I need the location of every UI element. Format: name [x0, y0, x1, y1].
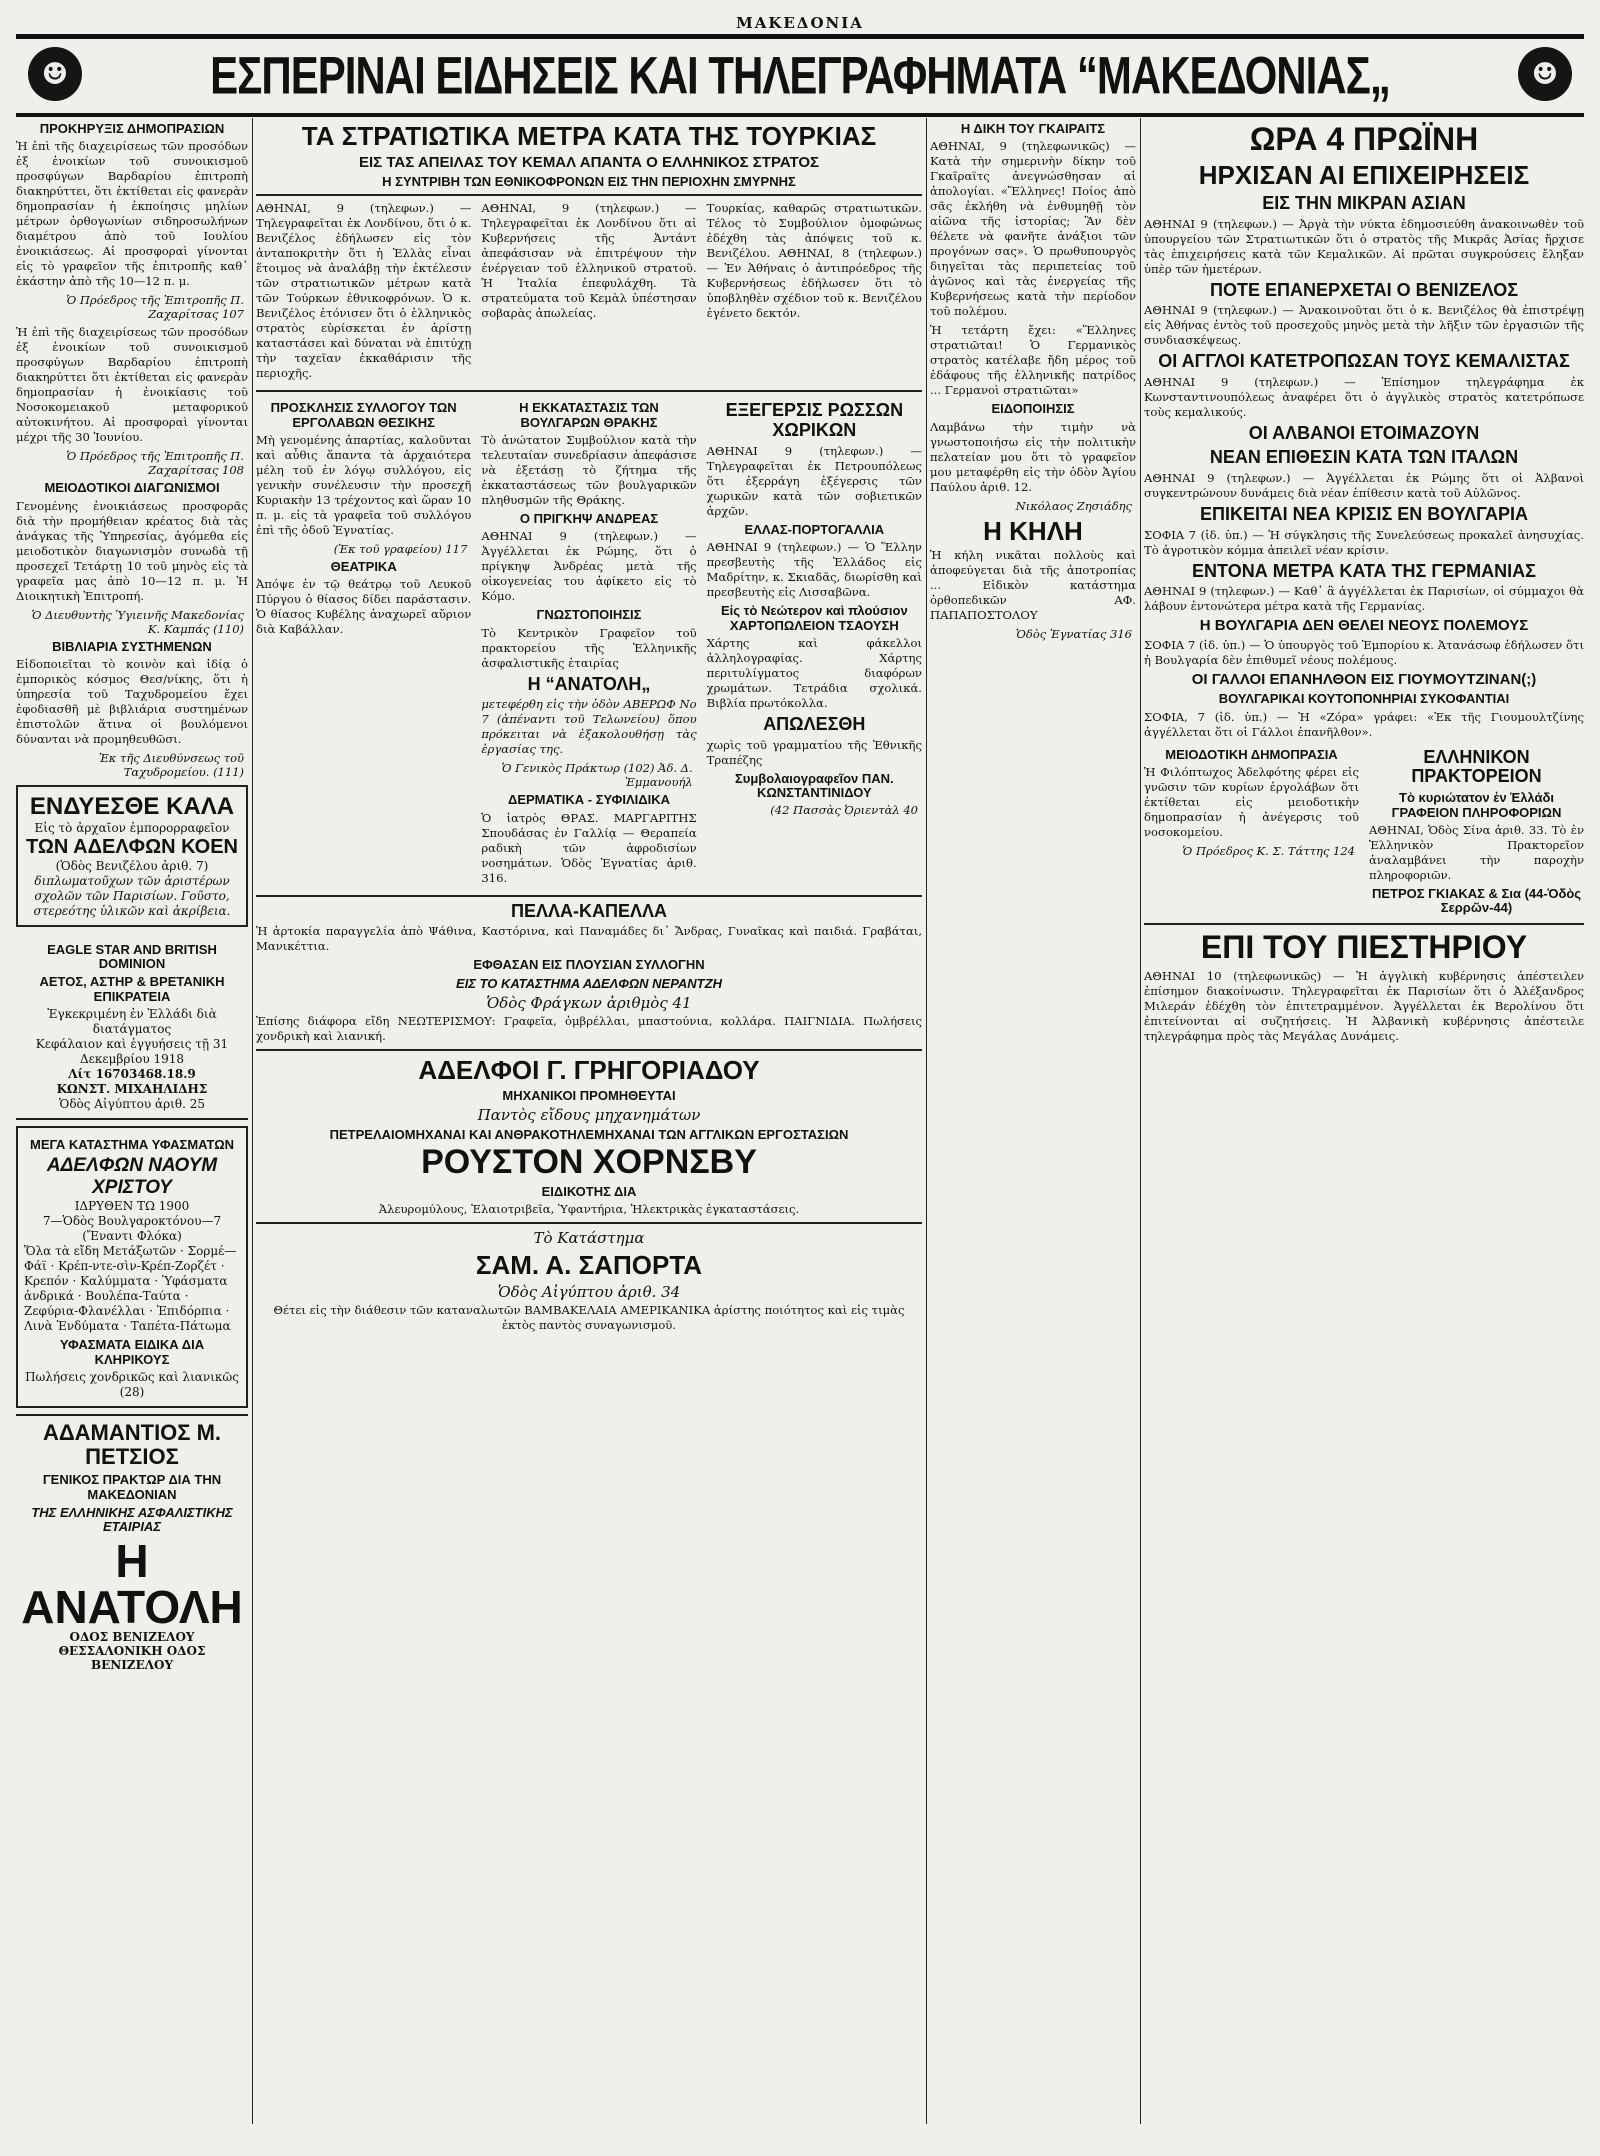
- mid-section: [256, 397, 922, 889]
- ad-petsios-company: ΤΗΣ ΕΛΛΗΝΙΚΗΣ ΑΣΦΑΛΙΣΤΙΚΗΣ ΕΤΑΙΡΙΑΣ: [31, 1504, 233, 1535]
- tender-signature: Ὁ Διευθυντὴς Ὑγιεινῆς Μακεδονίας Κ. Καμπάς (110): [31, 607, 244, 636]
- portrait-emblem-icon: ☻: [28, 47, 82, 101]
- auction-signature: Ὁ Πρόεδρος τῆς Ἐπιτροπῆς Π. Ζαχαρίτσας 107: [66, 293, 244, 322]
- agency-address: ΠΕΤΡΟΣ ΓΚΙΑΚΑΣ & Σια (44-Ὁδὸς Σερρῶν-44): [1371, 885, 1582, 916]
- tender-headline: ΜΕΙΟΔΟΤΙΚΟΙ ΔΙΑΓΩΝΙΣΜΟΙ: [44, 480, 220, 496]
- grigoriadou-sub: ΜΗΧΑΝΙΚΟΙ ΠΡΟΜΗΘΕΥΤΑΙ: [502, 1087, 676, 1103]
- anatoli-signature: Ὁ Γενικὸς Πράκτωρ (102) Ἀδ. Δ. Ἐμμανουήλ: [501, 761, 693, 790]
- operations-headline: ΗΡΧΙΣΑΝ ΑΙ ΕΠΙΧΕΙΡΗΣΕΙΣ: [1198, 160, 1530, 191]
- ad-cohen-name: ΤΩΝ ΑΔΕΛΦΩΝ ΚΟΕΝ: [26, 835, 238, 858]
- derm-headline: ΔΕΡΜΑΤΙΚΑ - ΣΥΦΙΛΙΔΙΚΑ: [508, 792, 670, 808]
- main-subhead: ΕΙΣ ΤΑΣ ΑΠΕΙΛΑΣ ΤΟΥ ΚΕΜΑΛ ΑΠΑΝΤΑ Ο ΕΛΛΗΝΙΚΟΣ ΣΤΡΑΤΟΣ: [358, 153, 820, 171]
- auction-text: Ἡ ἐπὶ τῆς διαχειρίσεως τῶν προσόδων ἐξ ἐνοικίων τοῦ συνοικισμοῦ προσφύγων Βαρδαρίου ἐπιτροπὴ διακηρύττει, ὅτι ἐκτίθεται εἰς φανερὰν δημοπρασίαν ἡ ἐκποίησις μηλίων μέτρων ὀρθογωνίων σιδηροσωλήνων διαμέτρου ἀπὸ τοῦ Ιουλίου ἐνοικιάσεως. Αἱ προσφοραὶ γίνονται εἰς τὸ γραφεῖον τῆς ἐπιτροπῆς καθ᾽ ἑκάστην ἀπὸ τῆς 10—12 π. μ.: [16, 139, 248, 289]
- ad-cohen-note: διπλωματοῦχων τῶν ἀριστέρων σχολῶν τῶν Παρισίων. Γοῦστο, στερεότης ὑλικῶν καὶ ἀκρίβεια.: [33, 873, 231, 918]
- operations-subhead: ΕΙΣ ΤΗΝ ΜΙΚΡΑΝ ΑΣΙΑΝ: [1262, 192, 1466, 213]
- tender-headline: ΜΕΙΟΔΟΤΙΚΗ ΔΗΜΟΠΡΑΣΙΑ: [1165, 746, 1338, 762]
- bulgaria-text: ΣΟΦΙΑ 7 (ἰδ. ὑπ.) — Ἡ σύγκλησις τῆς Συνελεύσεως προκαλεῖ ἀνησυχίας. Τὸ ἀγροτικὸν κόμμα ἀπειλεῖ νέαν κρίσιν.: [1144, 527, 1584, 557]
- ad-eagle-english: EAGLE STAR AND BRITISH DOMINION: [47, 941, 217, 972]
- grigoriadou-line: Παντὸς εἴδους μηχανημάτων: [477, 1105, 701, 1124]
- column-3: [930, 118, 1136, 2124]
- nerantzi-address: Ὁδὸς Φράγκων ἀριθμὸς 41: [486, 994, 692, 1013]
- grigoriadou-headline: ΑΔΕΛΦΟΙ Γ. ΓΡΗΓΟΡΙΑΔΟΥ: [418, 1055, 760, 1086]
- theatre-headline: ΘΕΑΤΡΙΚΑ: [330, 558, 397, 574]
- war-text: ΣΟΦΙΑ 7 (ἰδ. ὑπ.) — Ὁ ὑπουργὸς τοῦ Ἐμπορίου κ. Ἀτανάσωφ ἐδήλωσεν ὅτι ἡ Βουλγαρία δὲν ἐπιθυμεῖ νέους πολέμους.: [1144, 637, 1584, 667]
- paper-shop-text: Χάρτης καὶ φάκελλοι ἀλληλογραφίας. Χάρτης περιτυλίγματος διαφόρων χρωμάτων. Τετράδια σχολικά. Βιβλία πρωτόκολλα.: [706, 635, 922, 710]
- ad-anatoli-address: ΟΔΟΣ ΒΕΝΙΖΕΛΟΥ ΘΕΣΣΑΛΟΝΙΚΗ ΟΔΟΣ ΒΕΝΙΖΕΛΟΥ: [58, 1629, 206, 1672]
- ad-christou-name: ΑΔΕΛΦΩΝ ΝΑΟΥΜ ΧΡΙΣΤΟΥ: [46, 1155, 218, 1199]
- derm-text: Ὁ ἰατρὸς ΘΡΑΣ. ΜΑΡΓΑΡΙΤΗΣ Σπουδάσας ἐν Γαλλίᾳ — Θεραπεία ραδικὴ τῶν ἀφροδισίων νοσημάτων. Ὁδὸς Ἐγνατίας ἀριθ. 316.: [481, 810, 697, 885]
- notice-signature: Νικόλαος Ζησιάδης: [1015, 498, 1132, 513]
- press-headline: ΕΠΙ ΤΟΥ ΠΙΕΣΤΗΡΙΟΥ: [1200, 929, 1528, 966]
- booklets-signature: Ἐκ τῆς Διευθύνσεως τοῦ Ταχυδρομείου. (111): [98, 750, 244, 779]
- main-story-text: ΑΘΗΝΑΙ, 9 (τηλεφων.) — Τηλεγραφεῖται ἐκ Λονδίνου ὅτι αἱ Κυβερνήσεις τῆς Ἀντάντ ἀπεφάσισαν νὰ ἐπιτρέψουν τὴν ἐνέργειαν τοῦ ἑλληνικοῦ στρατοῦ. Ἡ Ἰταλία ἐπεφυλάχθη. Τὰ στρατεύματα τοῦ Κεμὰλ ὑπέστησαν σοβαρὰς ἀπωλείας.: [481, 201, 697, 321]
- syllogos-signature: (Ἐκ τοῦ γραφείου) 117: [333, 541, 468, 556]
- ad-petsios-name: ΑΔΑΜΑΝΤΙΟΣ Μ. ΠΕΤΣΙΟΣ: [42, 1419, 222, 1470]
- notary-address: (42 Πασσὰς Ὀριεντὰλ 40: [770, 803, 918, 818]
- ad-christou: [16, 1126, 248, 1408]
- syllogos-text: Μὴ γενομένης ἀπαρτίας, καλοῦνται καὶ αὖθις ἅπαντα τὰ ἀρχαιότερα μέλη τοῦ ἐν λόγῳ συλλόγου, εἰς γενικὴν συνέλευσιν τὴν προσεχῆ Κυριακὴν 13 τρέχοντος καὶ ὥραν 10 π. μ. εἰς τὰ γραφεῖα τοῦ συλλόγου ἐπὶ τῆς ὁδοῦ Ἐγνατίας.: [256, 432, 472, 537]
- trial-text: Ἡ τετάρτη ἔχει: «Ἕλληνες στρατιῶται! Ὁ Γερμανικὸς στρατὸς κατέλαβε ἤδη μέρος τοῦ ἐδάφους τῆς ἑλληνικῆς πατρίδος ... Γερμανοὶ στρατιῶται»: [930, 323, 1136, 398]
- ruston-sub: ΕΙΔΙΚΟΤΗΣ ΔΙΑ: [541, 1183, 637, 1199]
- albanians-headline: ΟΙ ΑΛΒΑΝΟΙ ΕΤΟΙΜΑΖΟΥΝ: [1248, 423, 1480, 444]
- bulgaria-headline: ΕΠΙΚΕΙΤΑΙ ΝΕΑ ΚΡΙΣΙΣ ΕΝ ΒΟΥΛΓΑΡΙΑ: [1199, 503, 1529, 524]
- pella-headline: ΠΕΛΛΑ-ΚΑΠΕΛΛΑ: [510, 900, 668, 921]
- main-story: [256, 201, 922, 385]
- agency-text: ΑΘΗΝΑΙ, Ὁδὸς Σίνα ἀριθ. 33. Τὸ ἐν Ἑλληνικὸν Πρακτορεῖον ἀναλαμβάνει τὴν παροχὴν πληροφοριῶν.: [1369, 822, 1584, 882]
- germany-headline: ΕΝΤΟΝΑ ΜΕΤΡΑ ΚΑΤΑ ΤΗΣ ΓΕΡΜΑΝΙΑΣ: [1192, 560, 1536, 581]
- ad-christou-sale: Πωλήσεις χονδρικῶς καὶ λιανικῶς (28): [25, 1369, 239, 1399]
- anatoli-text: μετεφέρθη εἰς τὴν ὁδὸν ΑΒΕΡΩΦ Νο 7 (ἀπέναντι τοῦ Τελωνείου) ὅπου πρόκειται νὰ ἐξακολουθήσῃ τὰς ἐργασίας της.: [481, 697, 697, 757]
- revolt-headline: ΕΞΕΓΕΡΣΙΣ ΡΩΣΣΩΝ ΧΩΡΙΚΩΝ: [725, 400, 904, 441]
- war-headline: Η ΒΟΥΛΓΑΡΙΑ ΔΕΝ ΘΕΛΕΙ ΝΕΟΥΣ ΠΟΛΕΜΟΥΣ: [1199, 617, 1529, 635]
- prince-text: ΑΘΗΝΑΙ 9 (τηλεφων.) — Ἀγγέλλεται ἐκ Ρώμης, ὅτι ὁ πρίγκηψ Ἀνδρέας μετὰ τῆς οἰκογενείας του ἀφίκετο εἰς τὸ Κόμο.: [481, 529, 697, 604]
- paper-name: ΜΑΚΕΔΟΝΙΑ: [736, 14, 864, 32]
- trial-headline: Η ΔΙΚΗ ΤΟΥ ΓΚΑΙΡΑΙΤΣ: [960, 121, 1106, 136]
- booklets-headline: ΒΙΒΛΙΑΡΙΑ ΣΥΣΤΗΜΕΝΩΝ: [52, 638, 212, 654]
- trial-text: ΑΘΗΝΑΙ, 9 (τηλεφωνικῶς) — Κατὰ τὴν σημερινὴν δίκην τοῦ Γκαῖραϊτς ἀνεγνώσθησαν αἱ ἀπολογίαι. «Ἕλληνες! Ποίος ἀπὸ σᾶς ἐκλήθη νὰ ἐνθυμηθῇ τὸν αἰῶνα τῆς ἱστορίας; Ἂν δὲν θέλετε νὰ φανῆτε ἀνάξιοι τῶν προγόνων σας». Ὁ πρωθυπουργὸς διηγεῖται τὰς περιπετείας τοῦ ἀγῶνος καὶ τὰς ἐνεργείας τῆς Κυβερνήσεως κατὰ τὴν περίοδον τοῦ πολέμου.: [930, 139, 1136, 319]
- notice-headline: ΓΝΩΣΤΟΠΟΙΗΣΙΣ: [536, 607, 642, 623]
- main-headline: ΤΑ ΣΤΡΑΤΙΩΤΙΚΑ ΜΕΤΡΑ ΚΑΤΑ ΤΗΣ ΤΟΥΡΚΙΑΣ: [301, 121, 877, 151]
- ad-christou-foot: ΥΦΑΣΜΑΤΑ ΕΙΔΙΚΑ ΔΙΑ ΚΛΗΡΙΚΟΥΣ: [59, 1337, 205, 1367]
- ekt-text: Τὸ ἀνώτατον Συμβούλιον κατὰ τὴν τελευταίαν συνεδρίασιν ἀπεφάσισε νὰ ἐξετάσῃ τὸ ζήτημα τῆς ἐκκαταστάσεως τῶν βουλγαρικῶν πληθυσμῶν τῆς Θράκης.: [481, 432, 697, 507]
- column-1: [16, 118, 248, 2124]
- column-2: [256, 118, 922, 2124]
- ad-eagle-amount: Λίτ 16703468.18.9: [68, 1067, 196, 1082]
- saporta-text: Θέτει εἰς τὴν διάθεσιν τῶν καταναλωτῶν ΒΑΜΒΑΚΕΛΑΙΑ ΑΜΕΡΙΚΑΝΙΚΑ ἀρίστης ποιότητος καὶ εἰς τιμὰς ἐκτὸς παντὸς συναγωνισμοῦ.: [273, 1302, 905, 1332]
- lost-text: χωρὶς τοῦ γραμματίου τῆς Ἐθνικῆς Τραπέζης: [706, 737, 922, 767]
- ad-cohen-address: (Ὁδὸς Βενιζέλου ἀριθ. 7): [55, 858, 209, 873]
- main-story-text: ΑΘΗΝΑΙ, 9 (τηλεφων.) — Τηλεγραφεῖται ἐκ Λονδίνου, ὅτι ὁ κ. Βενιζέλος ἐδήλωσεν εἰς τὸν ἀνταποκριτὴν ὅτι ἡ Ἑλλὰς εἶναι ἕτοιμος νὰ ἀναλάβῃ τὴν ἐκτέλεσιν τῶν στρατιωτικῶν μέτρων κατὰ τῶν Τούρκων ἐθνικοφρόνων. Ὁ κ. Βενιζέλος ἐτόνισεν ὅτι ὁ ἑλληνικὸς στρατὸς εὑρίσκεται ἐν ἀρίστῃ καταστάσει καὶ δύναται νὰ ἐπιτύχῃ τὴν ταχεῖαν ἐκκαθάρισιν τῆς περιοχῆς.: [256, 201, 472, 381]
- ad-cohen-title: ΕΝΔΥΕΣΘΕ ΚΑΛΑ: [29, 792, 235, 820]
- ad-anatoli: Η ΑΝΑΤΟΛΗ: [21, 1534, 243, 1633]
- prince-headline: Ο ΠΡΙΓΚΗΨ ΑΝΔΡΕΑΣ: [519, 510, 659, 526]
- agency-subhead: Τὸ κυριώτατον ἐν Ἑλλάδι ΓΡΑΦΕΙΟΝ ΠΛΗΡΟΦΟΡΙΩΝ: [1391, 790, 1562, 820]
- auction-text: Ἡ ἐπὶ τῆς διαχειρίσεως τῶν προσόδων ἐξ ἐνοικίων τοῦ συνοικισμοῦ προσφύγων Βαρδαρίου ἐπιτροπὴ διακηρύττει ὅτι ἐκτίθεται εἰς φανερὰν δημοπρασίαν ἡ ἐνοικίασις τοῦ Νοσοκομειακοῦ μεταφορικοῦ αὐτοκινήτου. Αἱ προσφοραὶ γίνονται μέχρι τῆς 30 Ἰουνίου.: [16, 325, 248, 445]
- saporta-address: Ὁδὸς Αἰγύπτου ἀριθ. 34: [497, 1282, 681, 1301]
- gauls-headline: ΟΙ ΓΑΛΛΟΙ ΕΠΑΝΗΛΘΟΝ ΕΙΣ ΓΙΟΥΜΟΥΤΖΙΝΑΝ(;): [1191, 670, 1537, 688]
- ruston-logo: ΡΟΥΣΤΟΝ ΧΟΡΝΣΒΥ: [421, 1143, 757, 1182]
- ad-christou-head: ΜΕΓΑ ΚΑΤΑΣΤΗΜΑ ΥΦΑΣΜΑΤΩΝ: [29, 1137, 235, 1153]
- masthead: [16, 34, 1584, 117]
- saporta-intro: Τὸ Κατάστημα: [533, 1229, 645, 1248]
- main-story-text: Τουρκίας, καθαρῶς στρατιωτικῶν. Τέλος τὸ Συμβούλιον ὁμοφώνως ἐδέχθη τὰς ἀπόψεις τοῦ κ. Βενιζέλου. ΑΘΗΝΑΙ, 8 (τηλεφων.) — Ἐν Ἀθήναις ὁ ἀντιπρόεδρος τῆς Κυβερνήσεως ἐδήλωσεν ὅτι τὸ ὑποβληθὲν σχέδιον τοῦ κ. Βενιζέλου ἐγένετο δεκτόν.: [706, 201, 922, 321]
- nerantzi-headline: ΕΦΘΑΣΑΝ ΕΙΣ ΠΛΟΥΣΙΑΝ ΣΥΛΛΟΓΗΝ: [473, 957, 705, 973]
- hour-headline: ΩΡΑ 4 ΠΡΩΪΝΗ: [1249, 121, 1479, 157]
- main-subhead: Η ΣΥΝΤΡΙΒΗ ΤΩΝ ΕΘΝΙΚΟΦΡΟΝΩΝ ΕΙΣ ΤΗΝ ΠΕΡΙΟΧΗΝ ΣΜΥΡΝΗΣ: [382, 174, 796, 190]
- english-headline: ΟΙ ΑΓΓΛΟΙ ΚΑΤΕΤΡΟΠΩΣΑΝ ΤΟΥΣ ΚΕΜΑΛΙΣΤΑΣ: [1158, 351, 1570, 372]
- masthead-title: ΕΣΠΕΡΙΝΑΙ ΕΙΔΗΣΕΙΣ ΚΑΙ ΤΗΛΕΓΡΑΦΗΜΑΤΑ “ΜΑΚΕΔΟΝΙΑΣ„: [210, 46, 1390, 105]
- hp-text: ΑΘΗΝΑΙ 9 (τηλεφων.) — Ὁ Ἕλλην πρεσβευτὴς τῆς Ἑλλάδος εἰς Μαδρίτην, κ. Σκιαδᾶς, διωρίσθη καὶ πρεσβευτὴς εἰς Λισσαβῶνα.: [706, 540, 922, 600]
- kili-address: Ὁδὸς Ἐγνατίας 316: [1016, 627, 1132, 642]
- kili-headline: Η ΚΗΛΗ: [983, 515, 1083, 546]
- press-text: ΑΘΗΝΑΙ 10 (τηλεφωνικῶς) — Ἡ ἀγγλικὴ κυβέρνησις ἀπέστειλεν ἐπίσημον διακοίνωσιν. Τηλεγραφεῖται ἐκ Παρισίων ὅτι ὁ Ἀλέξανδρος Μιλεράν ἐδέχθη τὸν ἐπιτετραμμένον. Ἀγγέλλεται ἐκ Βερολίνου ὅτι ἐπιτείνονται αἱ συζητήσεις. Ἡ Ἀλβανικὴ κυβέρνησις ἀπέστειλε τηλεγράφημα πρὸς τὰς Μεγάλας Δυνάμεις.: [1144, 968, 1584, 1043]
- ad-eagle-agent: ΚΩΝΣΤ. ΜΙΧΑΗΛΙΔΗΣ: [56, 1082, 208, 1097]
- english-text: ΑΘΗΝΑΙ 9 (τηλεφων.) — Ἐπίσημον τηλεγράφημα ἐκ Κωνσταντινουπόλεως ἀναφέρει ὅτι ὁ ἀγγλικὸς στρατὸς κατετρόπωσε τοὺς κεμαλικούς.: [1144, 375, 1584, 420]
- agency-headline: ΕΛΛΗΝΙΚΟΝ ΠΡΑΚΤΟΡΕΙΟΝ: [1411, 746, 1542, 787]
- auction-signature: Ὁ Πρόεδρος τῆς Ἐπιτροπῆς Π. Ζαχαρίτσας 108: [66, 449, 244, 478]
- notice-text: Τὸ Κεντρικὸν Γραφεῖον τοῦ πρακτορείου τῆς Ἑλληνικῆς ἀσφαλιστικῆς ἑταιρίας: [481, 625, 697, 670]
- ad-eagle-address: Ὁδὸς Αἰγύπτου ἀριθ. 25: [59, 1097, 205, 1112]
- grigoriadou-line: ΠΕΤΡΕΛΑΙΟΜΗΧΑΝΑΙ ΚΑΙ ΑΝΘΡΑΚΟΤΗΛΕΜΗΧΑΝΑΙ ΤΩΝ ΑΓΓΛΙΚΩΝ ΕΡΓΟΣΤΑΣΙΩΝ: [329, 1126, 849, 1142]
- venizelos-headline: ΠΟΤΕ ΕΠΑΝΕΡΧΕΤΑΙ Ο ΒΕΝΙΖΕΛΟΣ: [1209, 279, 1519, 300]
- newspaper-page: [16, 14, 1584, 2124]
- ad-christou-year: ΙΔΡΥΘΕΝ ΤΩ 1900: [74, 1199, 190, 1214]
- col4-bottom: [1144, 744, 1584, 919]
- paper-shop-headline: Εἰς τὸ Νεώτερον καὶ πλούσιον ΧΑΡΤΟΠΩΛΕΙΟΝ ΤΣΑΟΥΣΗ: [720, 603, 908, 633]
- columns: [16, 118, 1584, 2124]
- revolt-text: ΑΘΗΝΑΙ 9 (τηλεφων.) — Τηλεγραφεῖται ἐκ Πετρουπόλεως ὅτι ἐξερράγη ἐξέγερσις τῶν χωρικῶν κατὰ τῶν σοβιετικῶν ἀρχῶν.: [706, 443, 922, 518]
- ad-cohen: [16, 785, 248, 927]
- notice-headline: ΕΙΔΟΠΟΙΗΣΙΣ: [991, 401, 1075, 417]
- tender-signature: Ὁ Πρόεδρος Κ. Σ. Τάττης 124: [1182, 843, 1355, 858]
- column-4: [1144, 118, 1584, 2124]
- tender-text: Ἡ Φιλόπτωχος Ἀδελφότης φέρει εἰς γνῶσιν τῶν κυρίων ἐργολάβων ὅτι ἐκτίθεται εἰς μειοδοτικὴν δημοπρασίαν ἡ ἀνέγερσις τοῦ νοσοκομείου.: [1144, 764, 1359, 839]
- albanians-text: ΑΘΗΝΑΙ 9 (τηλεφων.) — Ἀγγέλλεται ἐκ Ρώμης ὅτι οἱ Ἀλβανοὶ συγκεντρώνουν δυνάμεις διὰ νέαν ἐπίθεσιν κατὰ τοῦ Αὐλῶνος.: [1144, 470, 1584, 500]
- gauls-subhead: ΒΟΥΛΓΑΡΙΚΑΙ ΚΟΥΤΟΠΟΝΗΡΙΑΙ ΣΥΚΟΦΑΝΤΙΑΙ: [1218, 691, 1510, 707]
- ad-cohen-line: Εἰς τὸ ἀρχαῖον ἐμπορορραφεῖον: [34, 820, 230, 835]
- ad-eagle-star: [16, 933, 248, 1120]
- ad-eagle-greek: ΑΕΤΟΣ, ΑΣΤΗΡ & ΒΡΕΤΑΝΙΚΗ ΕΠΙΚΡΑΤΕΙΑ: [39, 974, 225, 1004]
- notice-text: Λαμβάνω τὴν τιμὴν νὰ γνωστοποιήσω εἰς τὴν πολιτικὴν πελατείαν μου ὅτι τὸ γραφεῖον μου μεταφέρθη εἰς τὴν ὁδὸν Ἁγίου Παύλου ἀριθ. 12.: [930, 419, 1136, 494]
- nerantzi-text: Ἐπίσης διάφορα εἴδη ΝΕΩΤΕΡΙΣΜΟΥ: Γραφεῖα, ὀμβρέλλαι, μπαστούνια, κολλάρα. ΠΑΙΓΝΙΔΙΑ. Πωλήσεις χονδρικὴ καὶ λιανική.: [256, 1014, 922, 1044]
- ad-christou-items: Ὅλα τὰ εἴδη Μετάξωτῶν · Σορμέ—Φάϊ · Κρέπ-ντε-σὶν-Κρέπ-Ζορζέτ · Κρεπόν · Καλύμματα · Ὑφάσματα ἀνδρικά · Βουλέπα-Ταύτα · Ζεφύρια-Φλανέλλαι · Ἐπιδόρπια · Λινὰ Ἐνδύματα · Ταπέτα-Πάτωμα: [24, 1244, 237, 1334]
- syllogos-headline: ΠΡΟΣΚΛΗΣΙΣ ΣΥΛΛΟΓΟΥ ΤΩΝ ΕΡΓΟΛΑΒΩΝ ΘΕΣΙΚΗΣ: [270, 400, 457, 430]
- ekt-headline: Η ΕΚΚΑΤΑΣΤΑΣΙΣ ΤΩΝ ΒΟΥΛΓΑΡΩΝ ΘΡΑΚΗΣ: [519, 400, 659, 430]
- auction-headline: ΠΡΟΚΗΡΥΞΙΣ ΔΗΜΟΠΡΑΣΙΩΝ: [39, 121, 225, 136]
- ad-christou-address: 7—Ὁδὸς Βουλγαροκτόνου—7 (Ἔναντι Φλόκα): [42, 1214, 222, 1244]
- kili-text: Ἡ κήλη νικᾶται πολλοὺς καὶ ἀποφεύγεται διὰ τῆς ἀποτροπίας ... Εἰδικὸν κατάστημα ὀρθοπεδικῶν ΑΦ. ΠΑΠΑΠΟΣΤΟΛΟΥ: [930, 548, 1136, 623]
- germany-text: ΑΘΗΝΑΙ 9 (τηλεφων.) — Καθ᾽ ἃ ἀγγέλλεται ἐκ Παρισίων, οἱ σύμμαχοι θὰ λάβουν ἐντονώτερα μέτρα κατὰ τῆς Γερμανίας.: [1144, 584, 1584, 614]
- booklets-text: Εἰδοποιεῖται τὸ κοινὸν καὶ ἰδίᾳ ὁ ἐμπορικὸς κόσμος Θεσ/νίκης, ὅτι ἡ ὑπηρεσία τοῦ Ταχυδρομείου ἔχει ἐφοδιασθῆ μὲ βιβλιάρια συστημένων ἐπιστολῶν ἅτινα οἱ βουλόμενοι δύνανται νὰ προμηθευθῶσι.: [16, 656, 248, 746]
- saporta-headline: ΣΑΜ. Α. ΣΑΠΟΡΤΑ: [475, 1250, 703, 1281]
- lost-headline: ΑΠΩΛΕΣΘΗ: [763, 713, 866, 734]
- ad-petsios-role: ΓΕΝΙΚΟΣ ΠΡΑΚΤΩΡ ΔΙΑ ΤΗΝ ΜΑΚΕΔΟΝΙΑΝ: [42, 1472, 222, 1502]
- ruston-text: Ἀλευρομύλους, Ἐλαιοτριβεῖα, Ὑφαντήρια, Ἠλεκτρικὰς ἐγκαταστάσεις.: [378, 1202, 800, 1217]
- gauls-text: ΣΟΦΙΑ, 7 (ἰδ. ὑπ.) — Ἡ «Ζόρα» γράφει: «Ἐκ τῆς Γιουμουλτζίνης ἀγγέλλεται ὅτι οἱ Γάλλοι ἐπανῆλθον».: [1144, 709, 1584, 739]
- theatre-text: Ἀπόψε ἐν τῷ θεάτρῳ τοῦ Λευκοῦ Πύργου ὁ θίασος δίδει παράστασιν. Ὁ θίασος Κυβέλης ἀναχωρεῖ αὔριον διὰ Καβάλλαν.: [256, 577, 472, 637]
- ad-eagle-line: Ἐγκεκριμένη ἐν Ἑλλάδι διὰ διατάγματος: [47, 1007, 217, 1037]
- albanians-headline: ΝΕΑΝ ΕΠΙΘΕΣΙΝ ΚΑΤΑ ΤΩΝ ΙΤΑΛΩΝ: [1209, 446, 1519, 467]
- venizelos-text: ΑΘΗΝΑΙ 9 (τηλεφων.) — Ἀνακοινοῦται ὅτι ὁ κ. Βενιζέλος θὰ ἐπιστρέψῃ εἰς Ἀθήνας ἐντὸς τοῦ προσεχοῦς μηνὸς μετὰ τὴν λῆξιν τῶν ἐργασιῶν τῆς συνδιασκέψεως.: [1144, 303, 1584, 348]
- nerantzi-shop: ΕΙΣ ΤΟ ΚΑΤΑΣΤΗΜΑ ΑΔΕΛΦΩΝ ΝΕΡΑΝΤΖΗ: [456, 975, 722, 991]
- anatoli-headline: Η “ΑΝΑΤΟΛΗ„: [527, 673, 651, 694]
- ad-eagle-line: Κεφάλαιον καὶ ἐγγυήσεις τῇ 31 Δεκεμβρίου 1918: [35, 1037, 229, 1067]
- hp-headline: ΕΛΛΑΣ-ΠΟΡΤΟΓΑΛΛΙΑ: [744, 521, 885, 537]
- tender-text: Γενομένης ἐνοικιάσεως προσφορᾶς διὰ τὴν προμήθειαν κρέατος διὰ τὰς ἀνάγκας τῆς Ὑπηρεσίας, ἀγόμεθα εἰς μειοδοτικὸν διαγωνισμὸν συνωδὰ τῇ προσεχεῖ Τετάρτῃ 10 τοῦ μηνὸς εἰς τὰ γραφεῖα μας ἀπὸ 10—12 π. μ. Ἡ Διοικητικὴ Ἐπιτροπή.: [16, 498, 248, 603]
- portrait-emblem-icon: ☻: [1518, 47, 1572, 101]
- operations-text: ΑΘΗΝΑΙ 9 (τηλεφων.) — Ἀργὰ τὴν νύκτα ἐδημοσιεύθη ἀνακοινωθὲν τοῦ ὑπουργείου τῶν Στρατιωτικῶν ὅτι ὁ στρατὸς τῆς Μικρᾶς Ἀσίας ἤρχισε τὰς ἐπιχειρήσεις κατὰ τῶν Κεμαλικῶν. Αἱ πρῶται συγκρούσεις ἔληξαν ὑπὲρ τῶν ἡμετέρων.: [1144, 216, 1584, 276]
- pella-text: Ἡ ἀρτοκία παραγγελία ἀπὸ Ψάθινα, Καστόρινα, καὶ Παναμάδες δι᾽ Ἄνδρας, Γυναῖκας καὶ παιδιά. Γραβάται, Μανικέττια.: [256, 924, 922, 954]
- notary-headline: Συμβολαιογραφεῖον ΠΑΝ. ΚΩΝΣΤΑΝΤΙΝΙΔΟΥ: [734, 770, 894, 800]
